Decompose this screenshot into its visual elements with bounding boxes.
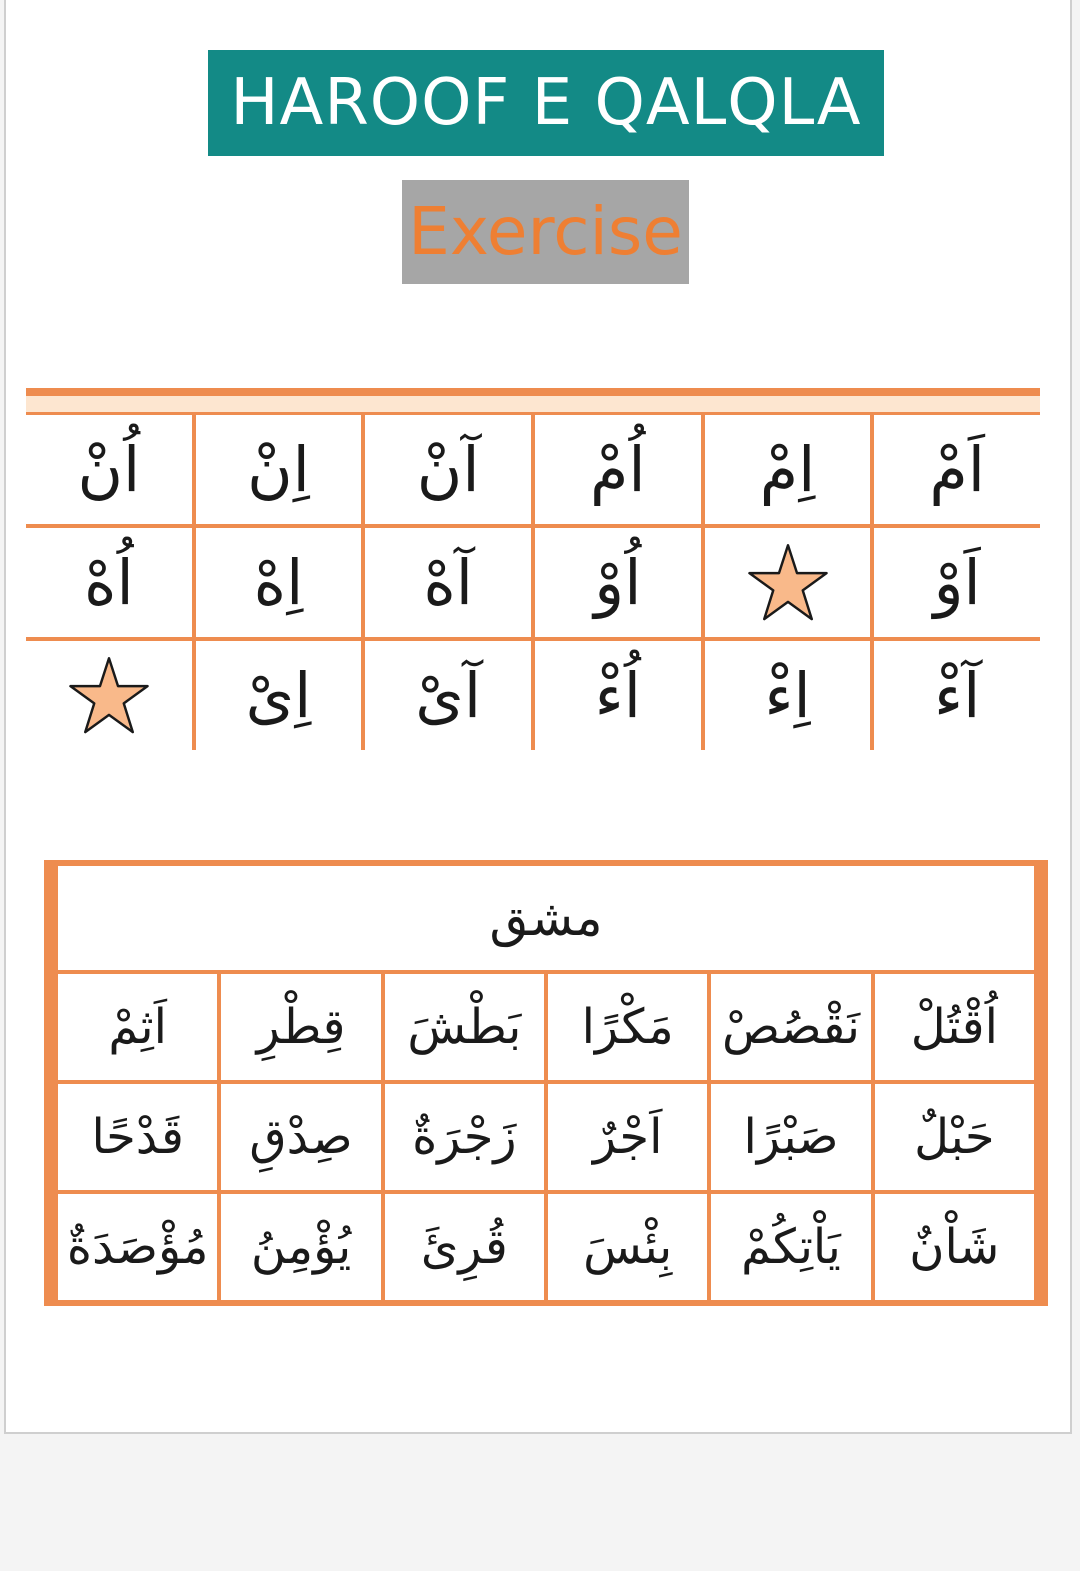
letter-cell: اُمْ	[535, 415, 701, 524]
exercise-word-cell: صِدْقِ	[221, 1084, 380, 1190]
letter-cell: آءْ	[874, 641, 1040, 750]
exercise-row	[58, 1194, 1034, 1300]
letter-cell: اَوْ	[874, 528, 1040, 637]
exercise-heading: مشق	[58, 866, 1034, 970]
letters-grid-cells	[26, 412, 1040, 750]
exercise-word-cell: اُقْتُلْ	[875, 974, 1034, 1080]
exercise-word-cell: بِئْسَ	[548, 1194, 707, 1300]
exercise-word-cell: يَاْتِكُمْ	[711, 1194, 870, 1300]
exercise-word-cell: قَدْحًا	[58, 1084, 217, 1190]
exercise-grid	[44, 860, 1048, 1306]
page-title: HAROOF E QALQLA	[208, 50, 884, 156]
exercise-word-cell: بَطْشَ	[385, 974, 544, 1080]
exercise-row	[58, 1084, 1034, 1190]
letter-cell: آنْ	[365, 415, 531, 524]
letter-cell: اُنْ	[26, 415, 192, 524]
page-subtitle: Exercise	[402, 180, 689, 284]
letter-cell: اِنْ	[196, 415, 362, 524]
letter-cell: اُوْ	[535, 528, 701, 637]
letter-cell: اِهْ	[196, 528, 362, 637]
exercise-word-cell: اَثِمْ	[58, 974, 217, 1080]
letters-grid	[26, 388, 1040, 750]
exercise-word-cell: زَجْرَةٌ	[385, 1084, 544, 1190]
letter-cell: اِءْ	[705, 641, 871, 750]
exercise-word-cell: صَبْرًا	[711, 1084, 870, 1190]
document-page	[4, 0, 1072, 1434]
star-icon	[68, 655, 150, 737]
letter-cell: اُءْ	[535, 641, 701, 750]
exercise-word-cell: يُؤْمِنُ	[221, 1194, 380, 1300]
exercise-word-cell: مُؤْصَدَةٌ	[58, 1194, 217, 1300]
exercise-grid-inner	[58, 866, 1034, 1300]
letter-cell: اِمْ	[705, 415, 871, 524]
exercise-word-cell: قِطْرِ	[221, 974, 380, 1080]
star-icon	[747, 542, 829, 624]
exercise-word-cell: مَكْرًا	[548, 974, 707, 1080]
exercise-word-cell: حَبْلٌ	[875, 1084, 1034, 1190]
letter-cell: آهْ	[365, 528, 531, 637]
letter-cell: اِیْ	[196, 641, 362, 750]
letter-cell: آیْ	[365, 641, 531, 750]
letter-cell: اُهْ	[26, 528, 192, 637]
exercise-row	[58, 974, 1034, 1080]
star-icon-cell	[705, 528, 871, 637]
exercise-word-cell: نَقْصُصْ	[711, 974, 870, 1080]
exercise-word-cell: اَجْرٌ	[548, 1084, 707, 1190]
exercise-word-cell: قُرِئَ	[385, 1194, 544, 1300]
letter-cell: اَمْ	[874, 415, 1040, 524]
exercise-word-cell: شَاْنٌ	[875, 1194, 1034, 1300]
star-icon-cell	[26, 641, 192, 750]
